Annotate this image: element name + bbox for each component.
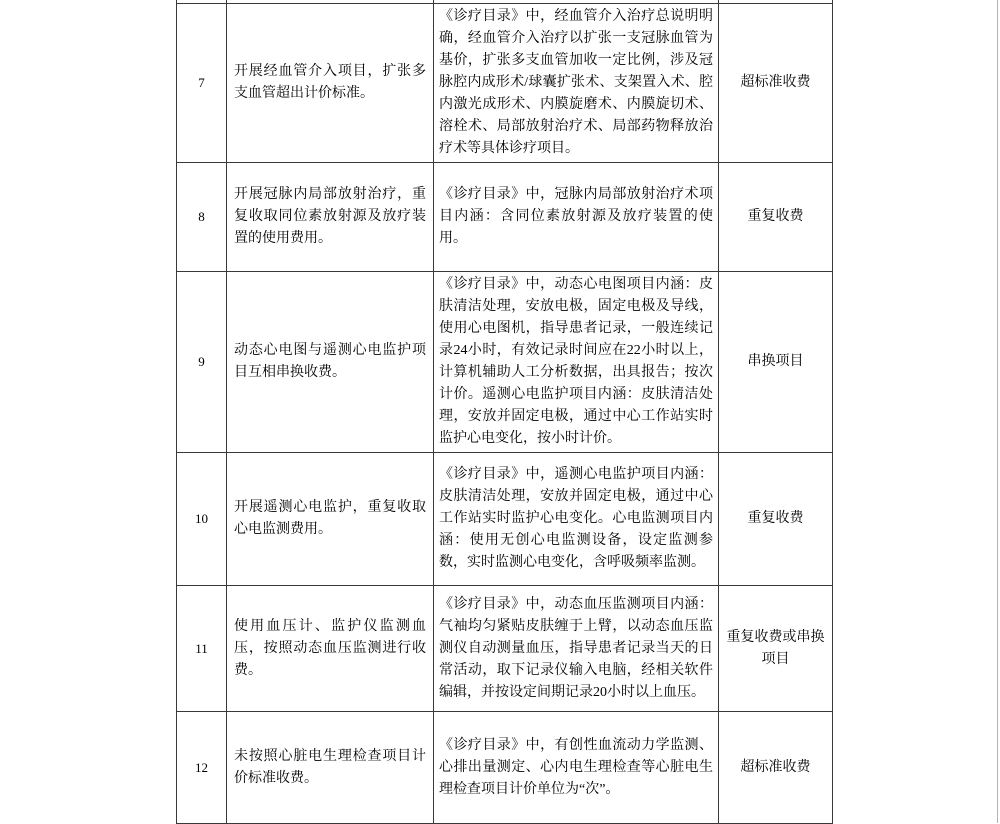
violation-type-cell: 重复收费	[719, 163, 833, 272]
behavior-cell: 使用血压计、监护仪监测血压，按照动态血压监测进行收费。	[227, 586, 434, 712]
row-number-cell: 7	[177, 4, 227, 163]
basis-cell: 《诊疗目录》中，经血管介入治疗总说明明确，经血管介入治疗以扩张一支冠脉血管为基价，扩张多支血管加收一定比例，涉及冠脉腔内成形术/球囊扩张术、支架置入术、腔内激光成形术、内膜旋磨术、内膜旋切术、溶栓术、局部放射治疗术、局部药物释放治疗术等具体诊疗项目。	[434, 4, 719, 163]
violation-type-cell: 串换项目	[719, 272, 833, 453]
violation-type-cell: 重复收费	[719, 453, 833, 586]
behavior-cell: 开展经血管介入项目，扩张多支血管超出计价标准。	[227, 4, 434, 163]
page-edge-line	[997, 0, 998, 823]
table-row	[177, 453, 833, 586]
basis-cell: 《诊疗目录》中，遥测心电监护项目内涵：皮肤清洁处理，安放并固定电极，通过中心工作站实时监护心电变化。心电监测项目内涵：使用无创心电监测设备，设定监测参数，实时监测心电变化，含呼吸频率监测。	[434, 453, 719, 586]
row-number-cell: 11	[177, 586, 227, 712]
table-row	[177, 712, 833, 824]
violation-table-container	[176, 0, 833, 824]
behavior-cell: 未按照心脏电生理检查项目计价标准收费。	[227, 712, 434, 824]
behavior-cell: 开展冠脉内局部放射治疗，重复收取同位素放射源及放疗装置的使用费用。	[227, 163, 434, 272]
basis-cell: 《诊疗目录》中，动态心电图项目内涵：皮肤清洁处理，安放电极，固定电极及导线，使用心电图机，指导患者记录，一般连续记录24小时，有效记录时间应在22小时以上，计算机辅助人工分析数据，出具报告；按次计价。遥测心电监护项目内涵：皮肤清洁处理，安放并固定电极，通过中心工作站实时监护心电变化，按小时计价。	[434, 272, 719, 453]
basis-cell: 《诊疗目录》中，冠脉内局部放射治疗术项目内涵：含同位素放射源及放疗装置的使用。	[434, 163, 719, 272]
violation-type-cell: 超标准收费	[719, 4, 833, 163]
table-row	[177, 272, 833, 453]
table-row	[177, 586, 833, 712]
table-row	[177, 163, 833, 272]
basis-cell: 《诊疗目录》中，有创性血流动力学监测、心排出量测定、心内电生理检查等心脏电生理检查项目计价单位为“次”。	[434, 712, 719, 824]
row-number-cell: 9	[177, 272, 227, 453]
basis-cell: 《诊疗目录》中，动态血压监测项目内涵：气袖均匀紧贴皮肤缠于上臂，以动态血压监测仪自动测量血压，指导患者记录当天的日常活动，取下记录仪输入电脑，经相关软件编辑，并按设定间期记录20小时以上血压。	[434, 586, 719, 712]
violation-type-cell: 重复收费或串换项目	[719, 586, 833, 712]
behavior-cell: 动态心电图与遥测心电监护项目互相串换收费。	[227, 272, 434, 453]
row-number-cell: 8	[177, 163, 227, 272]
row-number-cell: 12	[177, 712, 227, 824]
violation-table	[176, 0, 833, 824]
table-row	[177, 4, 833, 163]
behavior-cell: 开展遥测心电监护，重复收取心电监测费用。	[227, 453, 434, 586]
row-number-cell: 10	[177, 453, 227, 586]
violation-type-cell: 超标准收费	[719, 712, 833, 824]
